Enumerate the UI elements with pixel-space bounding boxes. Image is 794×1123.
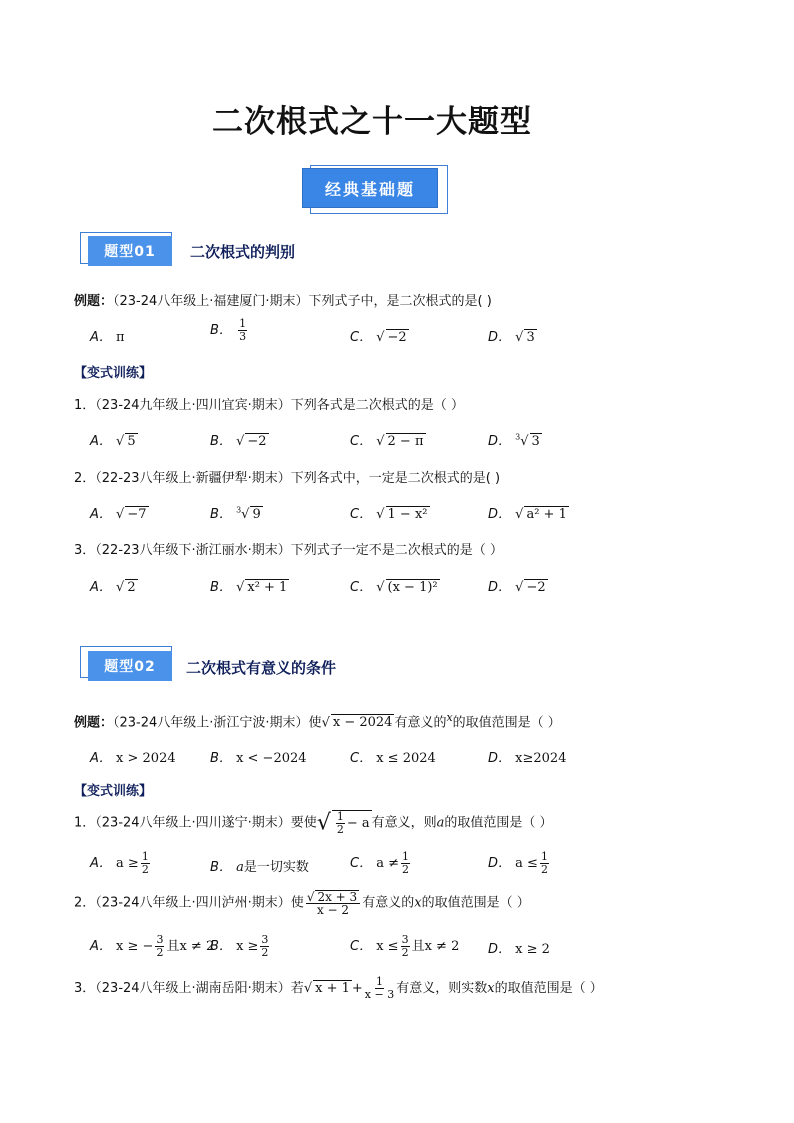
banner-label: 经典基础题 [302,168,438,208]
question-2-3: 3．（23-24八年级上·湖南岳阳·期末）若√ x + 1 + $\frac{1}{x - 3}$ 有意义，则实数x的取值范围是（ ） [74,975,603,1001]
question-1-2: 2．（22-23八年级上·新疆伊犁·期末）下列各式中，一定是二次根式的是( ) [74,471,501,486]
example-label: 例题： [74,294,114,309]
q1-3-option-d[interactable]: D． √ −2 [488,580,546,595]
ex1-option-b[interactable]: B． $\frac{1}{3}$ [210,317,247,343]
q1-2-option-b[interactable]: B． $^3$√ 9 [210,505,261,522]
ex2-option-a[interactable]: A． x > 2024 [90,751,176,766]
q1-3-option-c[interactable]: C． √ (x − 1)² [350,580,438,595]
example-text: （23-24八年级上·福建厦门·期末）下列式子中，是二次根式的是( ) [113,294,492,309]
example-1 [74,290,492,309]
question-2-2: 2．（23-24八年级上·四川泸州·期末）使 $\frac{√ 2x + 3}{x - 2}$ 有意义的x的取值范围是（ ） [74,890,530,917]
example-2: 例题：（23-24八年级上·浙江宁波·期末）使√ x − 2024 有意义的$^x$的取值范围是（ ） [74,711,561,731]
ex1-option-c[interactable]: C． √ −2 [350,330,407,345]
training-label-1: 【变式训练】 [74,366,153,381]
example-label: 例题： [74,715,114,731]
q2-1-option-b[interactable]: B． a是一切实数 [210,860,309,875]
q1-2-option-a[interactable]: A． √ −7 [90,507,147,522]
question-2-1: 1．（23-24八年级上·四川遂宁·期末）要使√ $\frac{1}{2}$ − a 有意义，则a的取值范围是（ ） [74,810,553,836]
q1-1-option-b[interactable]: B． √ −2 [210,434,267,449]
section-badge-02: 题型02 [88,651,172,681]
training-label-2: 【变式训练】 [74,784,153,799]
ex1-option-d[interactable]: D． √ 3 [488,330,535,345]
q2-2-option-b[interactable]: B． x ≥ $\frac{3}{2}$ [210,933,269,959]
ex1-option-a[interactable]: A． π [90,330,125,345]
ex2-option-b[interactable]: B． x < −2024 [210,751,307,766]
question-1-3: 3．（22-23八年级下·浙江丽水·期末）下列式子一定不是二次根式的是（ ） [74,543,503,558]
q1-3-option-a[interactable]: A． √ 2 [90,580,136,595]
q1-2-option-c[interactable]: C． √ 1 − x² [350,507,428,522]
question-1-1: 1．（23-24九年级上·四川宜宾·期末）下列各式是二次根式的是（ ） [74,398,464,413]
q1-2-option-d[interactable]: D． √ a² + 1 [488,507,567,522]
ex2-option-d[interactable]: D． x≥2024 [488,751,567,766]
ex2-option-c[interactable]: C． x ≤ 2024 [350,751,436,766]
q1-1-option-a[interactable]: A． √ 5 [90,434,136,449]
q2-1-option-a[interactable]: A． a ≥ $\frac{1}{2}$ [90,850,149,876]
section-badge-01: 题型01 [88,236,172,266]
q2-1-option-c[interactable]: C． a ≠ $\frac{1}{2}$ [350,850,409,876]
q2-2-option-a[interactable]: A． x ≥ − $\frac{3}{2}$ 且x ≠ 2 [90,933,215,959]
section-title-01: 二次根式的判别 [190,243,296,261]
q2-1-option-d[interactable]: D． a ≤ $\frac{1}{2}$ [488,850,548,876]
section-title-02: 二次根式有意义的条件 [186,659,337,677]
q1-3-option-b[interactable]: B． √ x² + 1 [210,580,288,595]
q1-1-option-c[interactable]: C． √ 2 − π [350,434,424,449]
q2-2-option-c[interactable]: C． x ≤ $\frac{3}{2}$ 且x ≠ 2 [350,933,460,959]
page-title: 二次根式之十一大题型 [212,104,532,140]
q2-2-option-d[interactable]: D． x ≥ 2 [488,942,550,957]
q1-1-option-d[interactable]: D． $^3$√ 3 [488,432,540,449]
